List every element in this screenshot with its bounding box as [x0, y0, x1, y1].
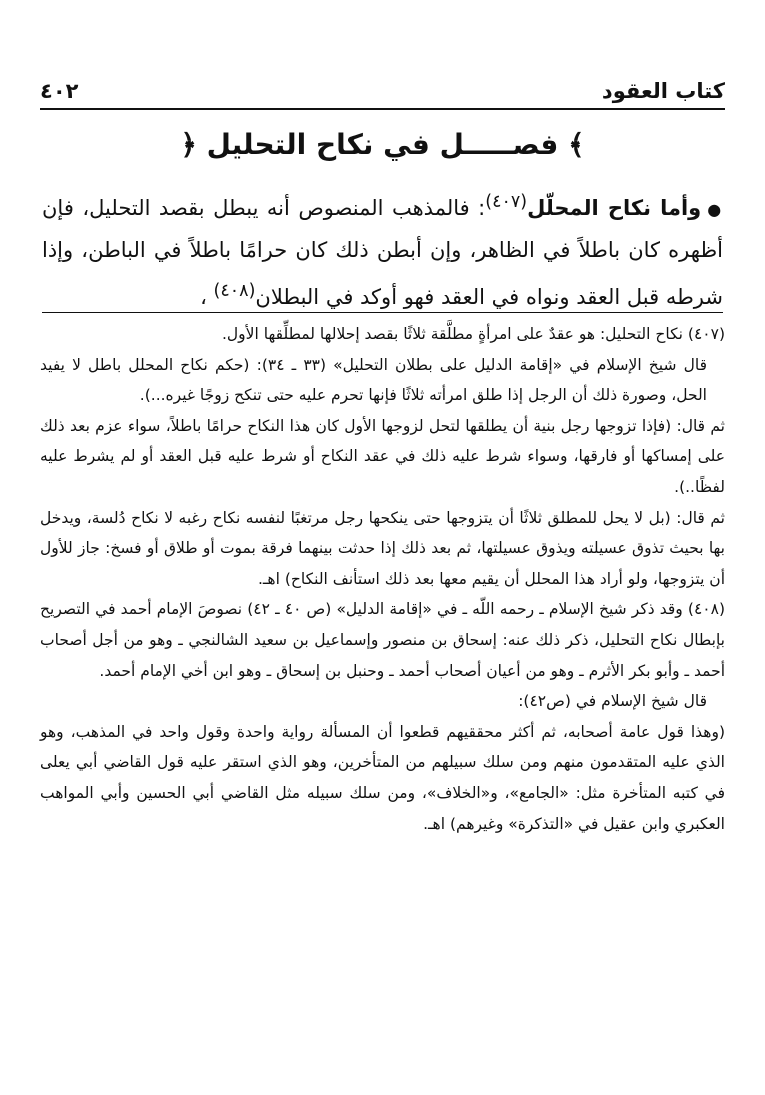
footnote-ref-407: (٤٠٧) [485, 192, 528, 212]
main-paragraph [42, 182, 723, 318]
footnote-paragraph: ثم قال: (فإذا تزوجها رجل بنية أن يطلقها لتحل لزوجها الأول كان هذا النكاح حرامًا باطلاً، سواء عزم بعد ذلك على إمساكها أو فارقها، وسواء شرط عليه ذلك في عقد النكاح أو شرط عليه قبل العقد أو لم يشرط عليه لفظًا..). [40, 416, 725, 496]
footnote-divider [42, 312, 723, 313]
main-text [42, 182, 723, 318]
footnote-408: (٤٠٨) وقد ذكر شيخ الإسلام ـ رحمه اللّه ـ في «إقامة الدليل» (ص ٤٠ ـ ٤٢) نصوصَ الإمام أحمد في التصريح بإبطال نكاح التحليل، ذكر ذلك عنه: إسحاق بن منصور وإسماعيل بن سعيد الشالنجي ـ وهو من أجل أصحاب أحمد ـ وأبو بكر الأثرم ـ وهو من أعيان أصحاب أحمد ـ وحنبل بن إسحاق ـ وهو ابن أخي الإمام أحمد. [40, 600, 725, 680]
page-number: ٤٠٢ [40, 79, 79, 103]
footnote-paragraph: قال شيخ الإسلام في (ص٤٢): [518, 692, 707, 711]
main-body: : فالمذهب المنصوص أنه يبطل بقصد التحليل، فإن أظهره كان باطلاً في الظاهر، وإن أبطن ذلك كان حرامًا باطلاً في الباطن، وإذا شرطه قبل العقد ونواه في العقد فهو أوكد في البطلان [42, 196, 723, 309]
footnote-paragraph: قال شيخ الإسلام في «إقامة الدليل على بطلان التحليل» (٣٣ ـ ٣٤): (حكم نكاح المحلل باطل لا يفيد الحل، وصورة ذلك أن الرجل إذا طلق امرأته ثلاثًا فإنها تحرم عليه حتى تنكح زوجًا غيره...). [40, 355, 707, 405]
page-header [40, 74, 725, 110]
footnote-407: (٤٠٧) نكاح التحليل: هو عقدٌ على امرأةٍ مطلَّقة ثلاثًا بقصد إحلالها لمطلِّقها الأول. [221, 325, 725, 343]
main-end: ، [200, 285, 207, 309]
running-title: كتاب العقود [601, 79, 725, 103]
main-lead: وأما نكاح المحلّل [527, 196, 702, 220]
footnote-paragraph: (وهذا قول عامة أصحابه، ثم أكثر محققيهم قطعوا أن المسألة رواية واحدة وقول واحد في المذهب، وهو الذي عليه المتقدمون منهم ومن سلك سبيلهم من المتأخرين، وهو الذي استقر عليه قول القاضي أبي يعلى في كتبه المتأخرة مثل: «الجامع»، و«الخلاف»، ومن سلك سبيله مثل القاضي أبي الحسين وأبي المواهب العكبري وابن عقيل في «التذكرة» وغيرهم) اهـ. [40, 722, 725, 833]
bullet-icon: ● [707, 200, 724, 219]
chapter-title: ﴿ فصـــــل في نكاح التحليل ﴾ [180, 128, 585, 161]
footnotes [40, 319, 725, 839]
footnote-ref-408: (٤٠٨) [213, 281, 256, 301]
footnote-paragraph: ثم قال: (بل لا يحل للمطلق ثلاثًا أن يتزوجها حتى ينكحها رجل مرتغبًا لنفسه نكاح رغبه لا نكاح دُلسة، ويدخل بها بحيث تذوق عسيلته ويذوق عسيلتها، ثم بعد ذلك إذا حدثت بينهما فرقة بموت أو طلاق أو فسخ: جاز للأول أن يتزوجها، ولو أراد هذا المحلل أن يقيم معها بعد ذلك استأنف النكاح) اهـ. [40, 508, 725, 588]
